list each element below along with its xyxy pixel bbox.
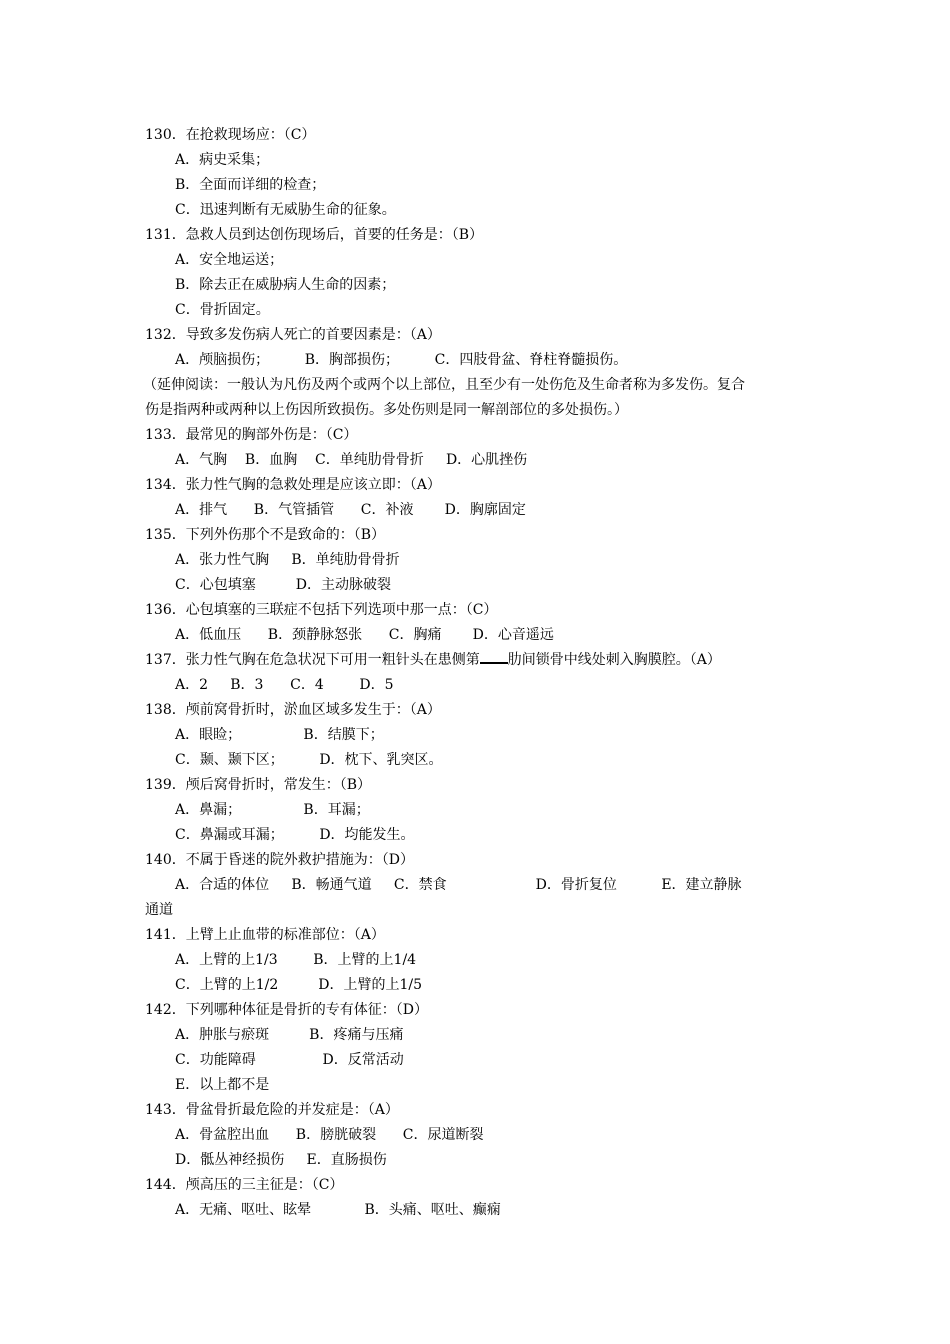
options-143-de: D．骶丛神经损伤 E．直肠损伤 (175, 1152, 387, 1168)
option-130-a: A．病史采集； (175, 152, 270, 168)
options-140-continued: 通道 (145, 902, 173, 918)
options-139-cd: C．鼻漏或耳漏； D．均能发生。 (175, 827, 415, 843)
question-136: 136．心包填塞的三联症不包括下列选项中那一点：（C） (145, 602, 498, 618)
question-141: 141．上臂上止血带的标准部位：（A） (145, 927, 385, 943)
question-132: 132．导致多发伤病人死亡的首要因素是：（A） (145, 327, 441, 343)
question-135: 135．下列外伤那个不是致命的：（B） (145, 527, 386, 543)
options-135-ab: A．张力性气胸 B．单纯肋骨骨折 (175, 552, 400, 568)
extended-reading-line-2: 伤是指两种或两种以上伤因所致损伤。多处伤则是同一解剖部位的多处损伤。） (145, 402, 628, 418)
question-131: 131．急救人员到达创伤现场后，首要的任务是：（B） (145, 227, 484, 243)
options-137: A．2 B．3 C．4 D．5 (175, 677, 394, 693)
options-142-cd: C．功能障碍 D．反常活动 (175, 1052, 404, 1068)
options-143-abc: A．骨盆腔出血 B．膀胱破裂 C．尿道断裂 (175, 1127, 484, 1143)
options-136: A．低血压 B．颈静脉怒张 C．胸痛 D．心音遥远 (175, 627, 554, 643)
options-133: A．气胸 B．血胸 C．单纯肋骨骨折 D．心肌挫伤 (175, 452, 528, 468)
options-144-ab: A．无痛、呕吐、眩晕 B．头痛、呕吐、癫痫 (175, 1202, 501, 1218)
options-138-ab: A．眼睑； B．结膜下； (175, 727, 384, 743)
question-137-before-blank: 137．张力性气胸在危急状况下可用一粗针头在患侧第 (145, 652, 480, 668)
options-138-cd: C．颞、颞下区； D．枕下、乳突区。 (175, 752, 443, 768)
question-list (145, 123, 825, 1223)
options-141-ab: A．上臂的上1/3 B．上臂的上1/4 (175, 952, 417, 968)
option-131-a: A．安全地运送； (175, 252, 284, 268)
option-131-b: B．除去正在威胁病人生命的因素； (175, 277, 396, 293)
options-142-ab: A．肿胀与瘀斑 B．疼痛与压痛 (175, 1027, 404, 1043)
question-138: 138．颅前窝骨折时，淤血区域多发生于：（A） (145, 702, 441, 718)
options-132: A．颅脑损伤； B．胸部损伤； C．四肢骨盆、脊柱脊髓损伤。 (175, 352, 628, 368)
options-142-e: E．以上都不是 (175, 1077, 270, 1093)
option-130-c: C．迅速判断有无威胁生命的征象。 (175, 202, 396, 218)
options-135-cd: C．心包填塞 D．主动脉破裂 (175, 577, 391, 593)
question-142: 142．下列哪种体征是骨折的专有体征：（D） (145, 1002, 428, 1018)
option-130-b: B．全面而详细的检查； (175, 177, 326, 193)
options-140: A．合适的体位 B．畅通气道 C．禁食 D．骨折复位 E．建立静脉 (175, 877, 742, 893)
question-137-after-blank: 肋间锁骨中线处刺入胸膜腔。（A） (507, 652, 721, 668)
question-143: 143．骨盆骨折最危险的并发症是：（A） (145, 1102, 399, 1118)
option-131-c: C．骨折固定。 (175, 302, 270, 318)
fill-in-blank (480, 648, 508, 664)
question-134: 134．张力性气胸的急救处理是应该立即：（A） (145, 477, 441, 493)
extended-reading-line-1: （延伸阅读：一般认为凡伤及两个或两个以上部位，且至少有一处伤危及生命者称为多发伤。复合 (143, 377, 745, 393)
question-133: 133．最常见的胸部外伤是：（C） (145, 427, 358, 443)
options-139-ab: A．鼻漏； B．耳漏； (175, 802, 370, 818)
options-134: A．排气 B．气管插管 C．补液 D．胸廓固定 (175, 502, 526, 518)
question-137 (145, 648, 825, 673)
question-139: 139．颅后窝骨折时，常发生：（B） (145, 777, 372, 793)
question-140: 140．不属于昏迷的院外救护措施为：（D） (145, 852, 414, 868)
question-144: 144．颅高压的三主征是：（C） (145, 1177, 344, 1193)
question-130: 130．在抢救现场应：（C） (145, 127, 316, 143)
options-141-cd: C．上臂的上1/2 D．上臂的上1/5 (175, 977, 423, 993)
